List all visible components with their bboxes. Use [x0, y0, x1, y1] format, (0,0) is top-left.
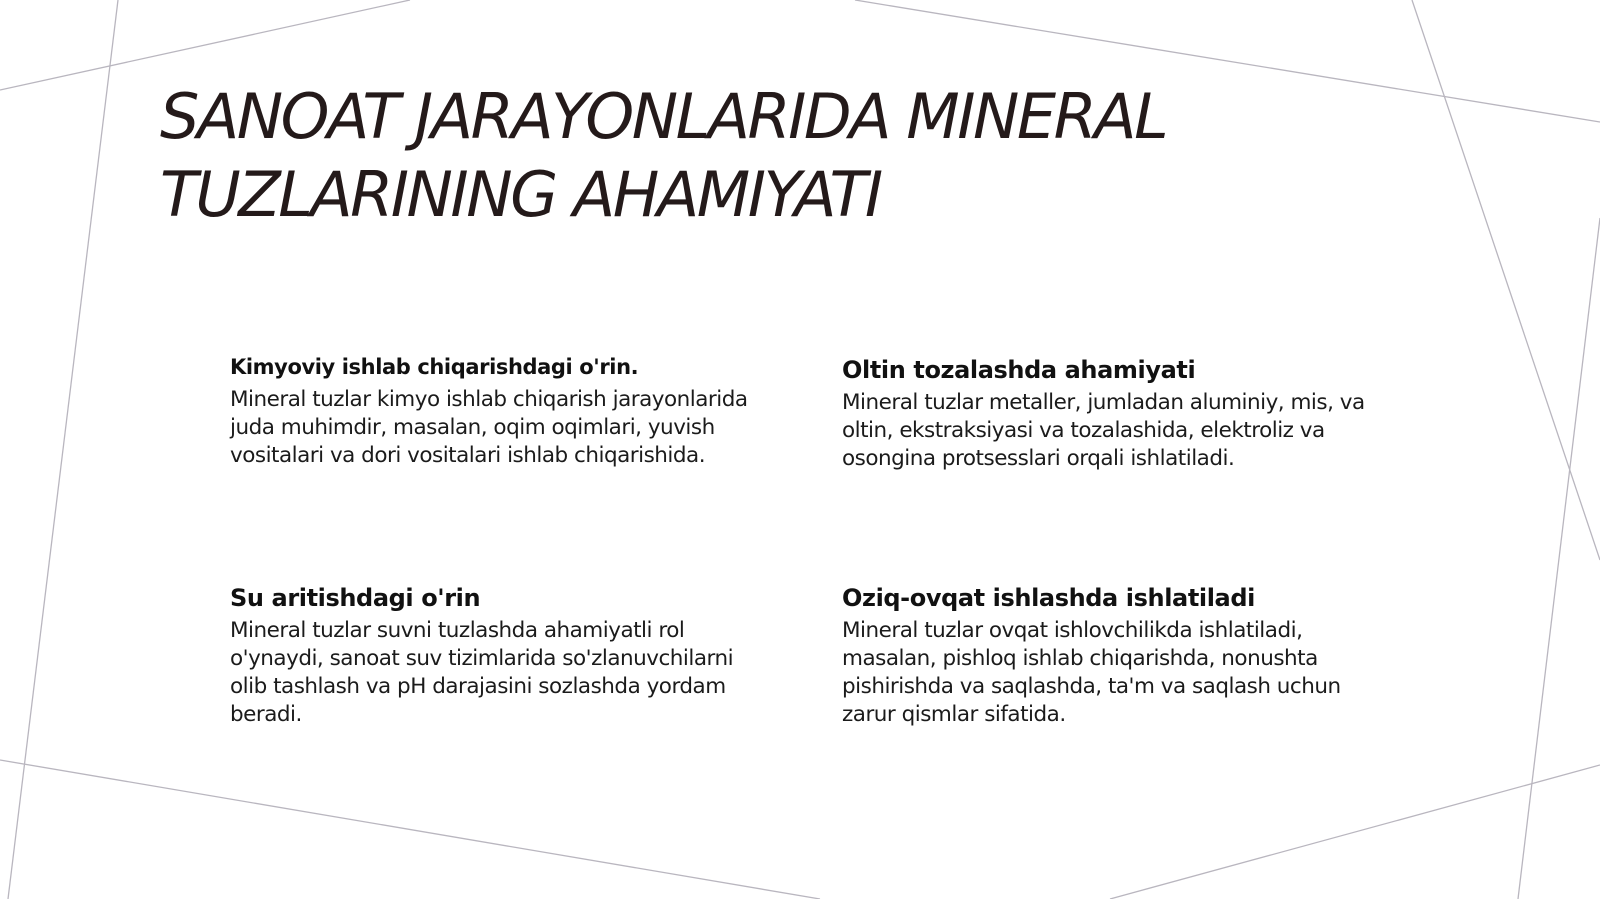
deco-line	[1518, 218, 1600, 899]
section-body: Mineral tuzlar suvni tuzlashda ahamiyatli rol o'ynaydi, sanoat suv tizimlarida so'zlanuvchilarni olib tashlash va pH darajasini sozlashda yordam beradi.	[230, 618, 734, 727]
section-chemical-production	[230, 352, 750, 470]
section-body: Mineral tuzlar kimyo ishlab chiqarish jarayonlarida juda muhimdir, masalan, oqim oqimlari, yuvish vositalari va dori vositalari ishlab chiqarishida.	[230, 387, 748, 468]
section-body: Mineral tuzlar metaller, jumladan aluminiy, mis, va oltin, ekstraksiyasi va tozalashida, elektroliz va osongina protsesslari orqali ishlatiladi.	[842, 390, 1365, 471]
slide-title	[160, 78, 1400, 234]
section-heading: Oziq-ovqat ishlashda ishlatiladi	[842, 584, 1255, 612]
slide-title-line-1: SANOAT JARAYONLARIDA MINERAL	[160, 80, 1167, 153]
deco-line	[1412, 0, 1600, 560]
deco-line	[0, 760, 820, 899]
deco-line	[0, 0, 410, 90]
section-heading: Oltin tozalashda ahamiyati	[842, 356, 1196, 384]
section-heading: Kimyoviy ishlab chiqarishdagi o'rin.	[230, 355, 639, 379]
section-body: Mineral tuzlar ovqat ishlovchilikda ishlatiladi, masalan, pishloq ishlab chiqarishda, nonushta pishirishda va saqlashda, ta'm va saqlash uchun zarur qismlar sifatida.	[842, 618, 1341, 727]
slide-title-line-2: TUZLARINING AHAMIYATI	[160, 158, 881, 231]
section-food-processing	[842, 583, 1382, 729]
section-water-treatment	[230, 583, 760, 729]
section-gold-refining	[842, 355, 1382, 473]
section-heading: Su aritishdagi o'rin	[230, 584, 481, 612]
